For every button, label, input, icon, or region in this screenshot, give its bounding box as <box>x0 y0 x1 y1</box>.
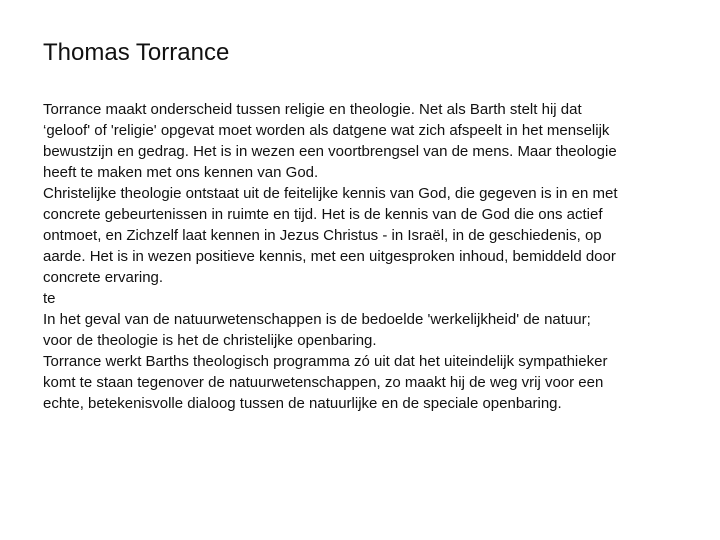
paragraph-line: te <box>43 290 56 307</box>
paragraph-1 <box>43 99 683 183</box>
paragraph-3 <box>43 288 683 309</box>
paragraph-line: concrete ervaring. <box>43 269 164 286</box>
paragraph-line: voor de theologie is het de christelijke openbaring. <box>43 332 377 349</box>
paragraph-4 <box>43 309 683 351</box>
paragraph-line: Christelijke theologie ontstaat uit de feitelijke kennis van God, die gegeven is in en met <box>43 185 618 202</box>
paragraph-line: In het geval van de natuurwetenschappen is de bedoelde 'werkelijkheid' de natuur; <box>43 311 591 328</box>
paragraph-line: concrete gebeurtenissen in ruimte en tijd. Het is de kennis van de God die ons actief <box>43 206 603 223</box>
paragraph-line: heeft te maken met ons kennen van God. <box>43 164 319 181</box>
paragraph-line: ‘geloof' of 'religie' opgevat moet worden als datgene wat zich afspeelt in het menselijk <box>43 122 610 139</box>
paragraph-2 <box>43 183 683 288</box>
paragraph-line: komt te staan tegenover de natuurwetenschappen, zo maakt hij de weg vrij voor een <box>43 374 604 391</box>
paragraph-line: bewustzijn en gedrag. Het is in wezen een voortbrengsel van de mens. Maar theologie <box>43 143 617 160</box>
paragraph-line: ontmoet, en Zichzelf laat kennen in Jezus Christus - in Israël, in de geschiedenis, op <box>43 227 602 244</box>
paragraph-line: echte, betekenisvolle dialoog tussen de natuurlijke en de speciale openbaring. <box>43 395 562 412</box>
paragraph-line: Torrance maakt onderscheid tussen religie en theologie. Net als Barth stelt hij dat <box>43 101 582 118</box>
paragraph-5 <box>43 351 683 414</box>
slide-body <box>43 99 683 414</box>
paragraph-line: aarde. Het is in wezen positieve kennis, met een uitgesproken inhoud, bemiddeld door <box>43 248 616 265</box>
slide-title: Thomas Torrance <box>43 39 230 66</box>
paragraph-line: Torrance werkt Barths theologisch programma zó uit dat het uiteindelijk sympathieker <box>43 353 608 370</box>
